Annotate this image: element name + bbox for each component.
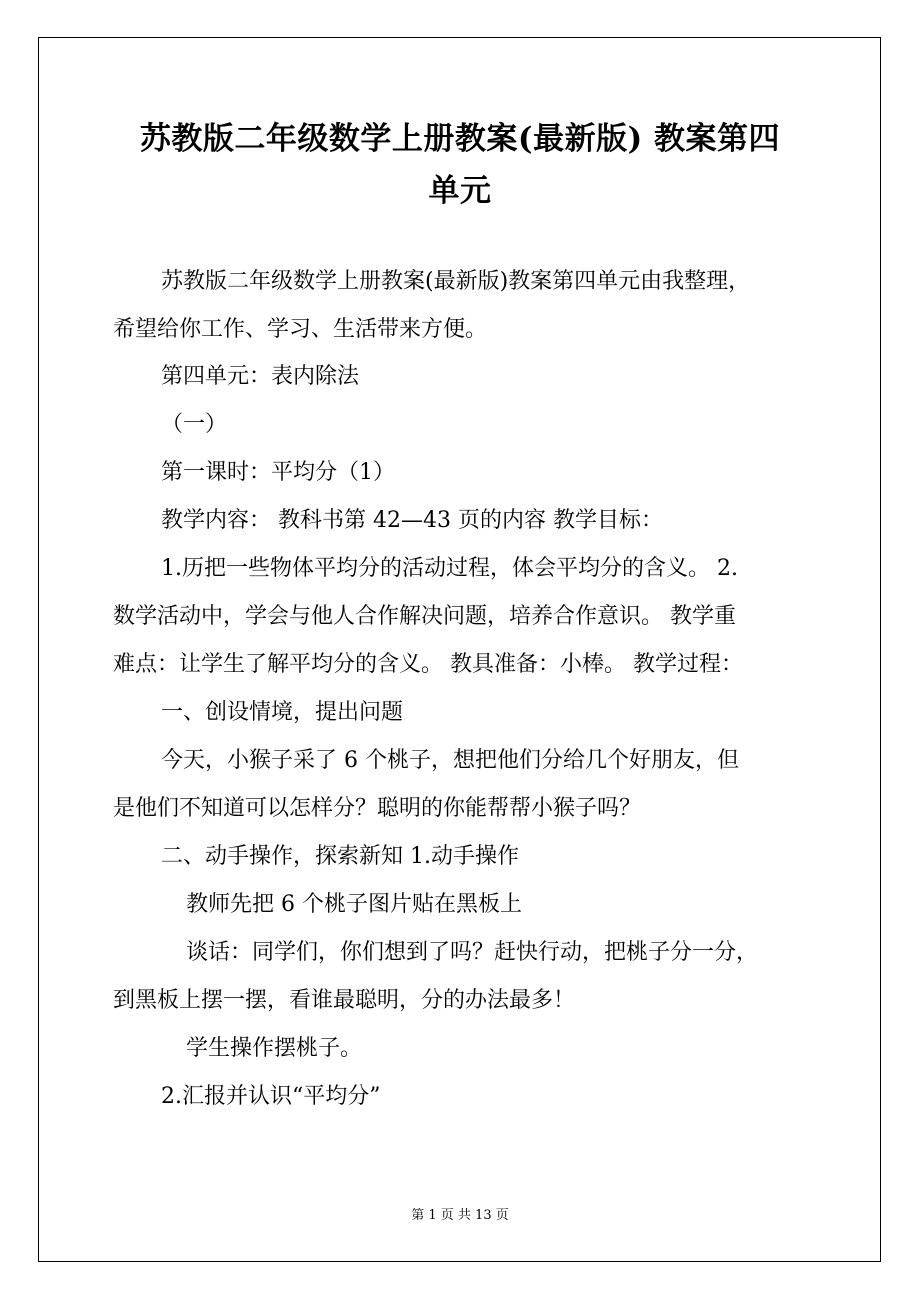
paragraph-line: 难点：让学生了解平均分的含义。 教具准备：小棒。 教学过程： [113,652,743,677]
paragraph-line: 谈话：同学们，你们想到了吗？赶快行动，把桃子分一分， [186,940,759,965]
paragraph-line: 第四单元：表内除法 [161,364,360,389]
paragraph-line: 二、动手操作，探索新知 1.动手操作 [161,844,519,869]
paragraph-line: 到黑板上摆一摆，看谁最聪明，分的办法最多！ [113,988,576,1013]
paragraph-line: 学生操作摆桃子。 [186,1036,363,1061]
page-footer: 第 1 页 共 13 页 [411,1208,509,1223]
title-line-1: 苏教版二年级数学上册教案(最新版) 教案第四 [139,121,781,157]
paragraph-line: 1.历把一些物体平均分的活动过程，体会平均分的含义。 2. [161,556,738,581]
paragraph-line: 第一课时：平均分（1） [161,460,395,485]
paragraph-line: 今天，小猴子采了 6 个桃子，想把他们分给几个好朋友，但 [161,748,739,773]
paragraph-line: （一） [161,412,228,437]
paragraph-line: 教学内容： 教科书第 42—43 页的内容 教学目标： [161,508,663,533]
document-title [60,113,860,217]
paragraph-line: 希望给你工作、学习、生活带来方便。 [113,317,488,342]
paragraph-line: 2.汇报并认识“平均分” [161,1084,381,1109]
paragraph-line: 苏教版二年级数学上册教案(最新版)教案第四单元由我整理， [161,269,751,294]
paragraph-line: 数学活动中，学会与他人合作解决问题，培养合作意识。 教学重 [113,604,736,629]
title-line-2: 单元 [428,173,492,209]
paragraph-line: 是他们不知道可以怎样分？聪明的你能帮帮小猴子吗？ [113,796,642,821]
paragraph-line: 教师先把 6 个桃子图片贴在黑板上 [186,892,522,917]
paragraph-line: 一、创设情境，提出问题 [161,700,404,725]
